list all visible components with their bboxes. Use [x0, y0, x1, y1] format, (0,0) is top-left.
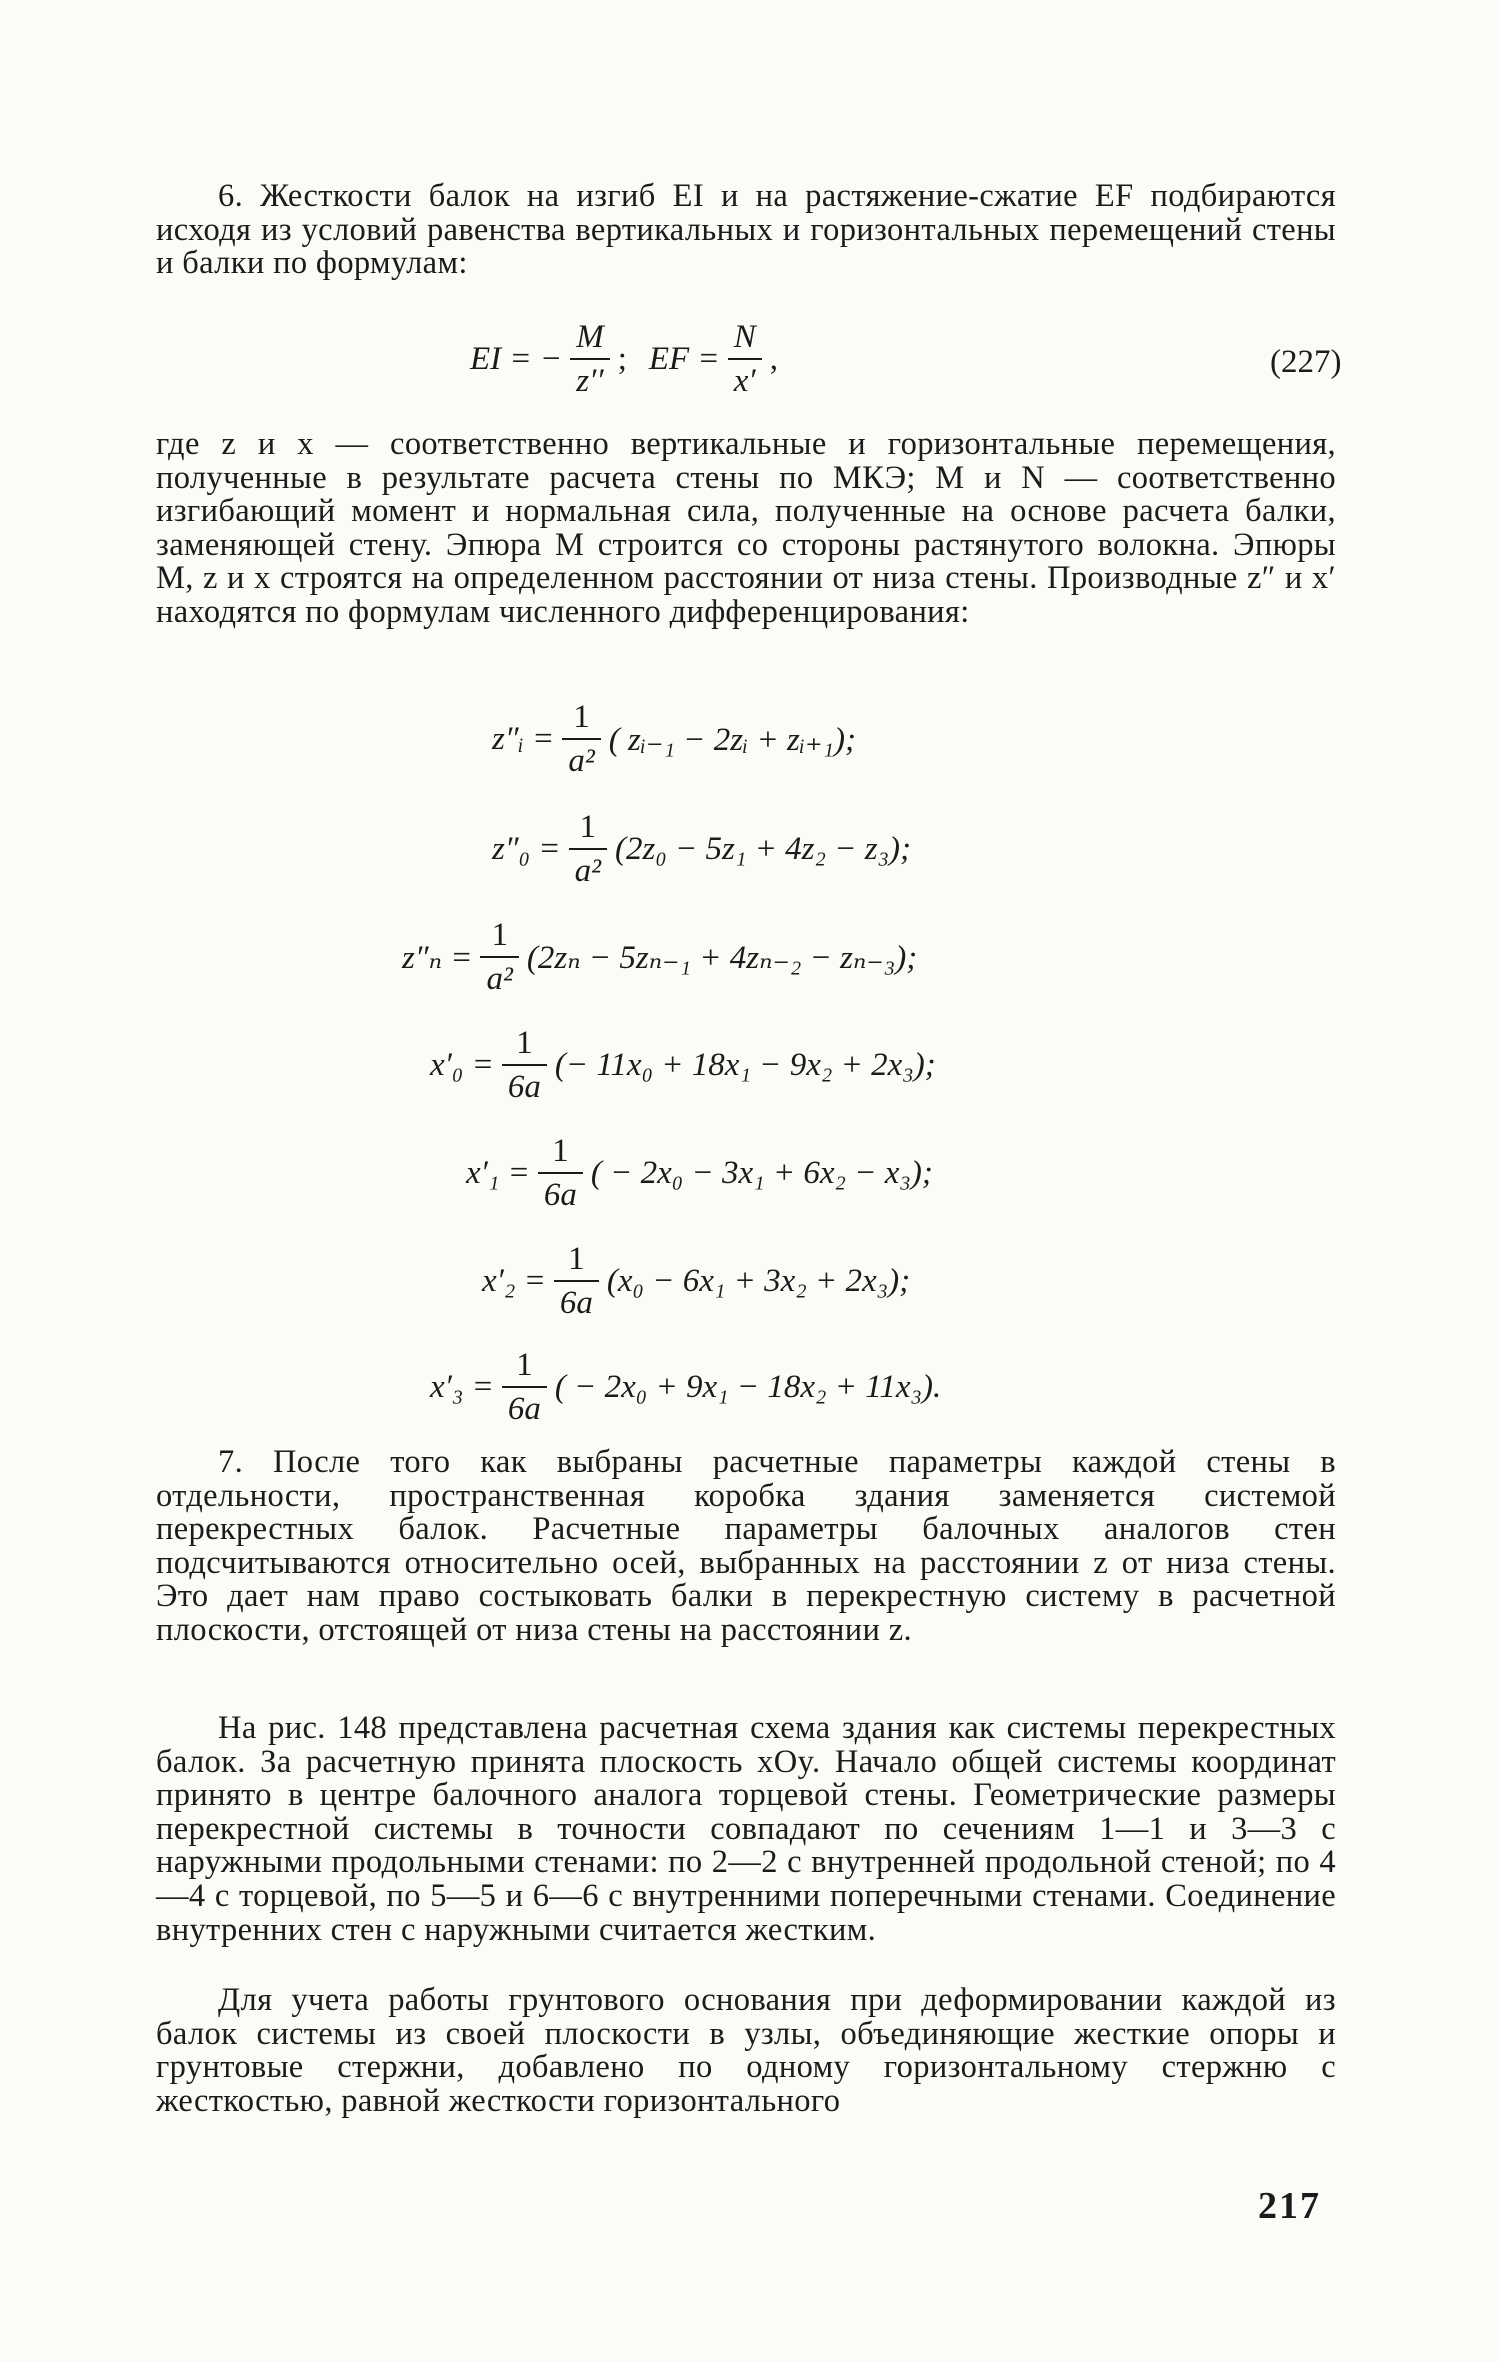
formula-z-i: [492, 696, 856, 782]
paragraph-6: [156, 180, 1336, 281]
formula-fraction: [562, 696, 600, 782]
formula-z-0: [492, 806, 911, 892]
formula-lhs: x′₂ =: [482, 1262, 546, 1299]
formula-fraction: [554, 1238, 599, 1324]
formula-rhs: (x₀ − 6x₁ + 3x₂ + 2x₃);: [606, 1262, 911, 1299]
paragraph-7: [156, 1446, 1336, 1648]
formula-rhs: ( − 2x₀ + 9x₁ − 18x₂ + 11x₃).: [554, 1368, 942, 1405]
formula-denominator: a²: [480, 956, 518, 1000]
eq227-numerator-2: N: [733, 319, 756, 355]
formula-lhs: z″₀ =: [492, 830, 561, 867]
formula-lhs: x′₃ =: [430, 1368, 494, 1405]
formula-z-n: [402, 914, 917, 1000]
formula-numerator: 1: [552, 1133, 569, 1169]
eq227-separator: ;: [617, 340, 627, 377]
formula-numerator: 1: [568, 1241, 585, 1277]
formula-x-1: [466, 1130, 933, 1216]
formula-numerator: 1: [579, 809, 597, 845]
formula-x-0: [430, 1022, 936, 1108]
formula-fraction: [502, 1344, 547, 1430]
paragraph-figure-148: [156, 1712, 1336, 1947]
formula-fraction: [569, 806, 607, 892]
formula-fraction: [502, 1022, 547, 1108]
paragraph-7-text: 7. После того как выбраны расчетные параметры каждой стены в отдельности, пространственная коробка здания заменяется системой перекрестных балок. Расчетные параметры балочных аналогов стен подсчитываются относительно осей, выбранных на расстоянии z от низа стены. Это дает нам право состыковать балки в перекрестную систему в расчетной плоскости, отстоящей от низа стены на расстоянии z.: [156, 1444, 1336, 1648]
formula-denominator: 6a: [502, 1064, 547, 1108]
eq227-lhs-ef: EF =: [648, 340, 720, 377]
formula-numerator: 1: [516, 1025, 533, 1061]
paragraph-soil: [156, 1984, 1336, 2118]
paragraph-where-text: где z и x — соответственно вертикальные и горизонтальные перемещения, полученные в результате расчета стены по МКЭ; M и N — соответственно изгибающий момент и нормальная сила, полученные на основе расчета балки, заменяющей стену. Эпюра M строится со стороны растянутого волокна. Эпюры M, z и x строятся на определенном расстоянии от низа стены. Производные z″ и x′ находятся по формулам численного дифференцирования:: [156, 426, 1336, 630]
eq227-tail: ,: [769, 340, 778, 377]
formula-lhs: x′₀ =: [430, 1046, 494, 1083]
formula-denominator: 6a: [502, 1386, 547, 1430]
formula-x-2: [482, 1238, 910, 1324]
formula-fraction: [480, 914, 518, 1000]
paragraph-where: [156, 428, 1336, 630]
formula-denominator: 6a: [554, 1280, 599, 1324]
formula-lhs: x′₁ =: [466, 1154, 530, 1191]
formula-numerator: 1: [491, 917, 508, 953]
formula-lhs: z″ₙ =: [402, 940, 473, 976]
eq227-denominator-2: x′: [728, 358, 762, 402]
eq227-numerator-1: M: [576, 319, 604, 355]
formula-rhs: (2z₀ − 5z₁ + 4z₂ − z₃);: [614, 830, 912, 867]
formula-denominator: a²: [562, 738, 600, 782]
eq227-fraction-2: [728, 316, 762, 402]
formula-x-3: [430, 1344, 941, 1430]
equation-227: [470, 316, 778, 402]
formula-rhs: ( zᵢ₋₁ − 2zᵢ + zᵢ₊₁);: [608, 722, 856, 758]
formula-denominator: a²: [569, 848, 607, 892]
formula-rhs: ( − 2x₀ − 3x₁ + 6x₂ − x₃);: [590, 1154, 933, 1191]
formula-rhs: (2zₙ − 5zₙ₋₁ + 4zₙ₋₂ − zₙ₋₃);: [526, 940, 918, 976]
paragraph-soil-text: Для учета работы грунтового основания при деформировании каждой из балок системы из своей плоскости в узлы, объединяющие жесткие опоры и грунтовые стержни, добавлено по одному горизонтальному стержню с жесткостью, равной жесткости горизонтального: [156, 1982, 1336, 2119]
formula-numerator: 1: [516, 1347, 533, 1383]
formula-numerator: 1: [573, 699, 590, 735]
formula-fraction: [538, 1130, 583, 1216]
eq227-lhs-ei: EI = −: [470, 340, 563, 377]
formula-lhs: z″ᵢ =: [492, 720, 555, 757]
page-number: 217: [1258, 2185, 1321, 2227]
paragraph-figure-text: На рис. 148 представлена расчетная схема здания как системы перекрестных балок. За расчетную принята плоскость xOy. Начало общей системы координат принято в центре балочного аналога торцевой стены. Геометрические размеры перекрестной системы в точности совпадают по сечениям 1—1 и 3—3 с наружными продольными стенами: по 2—2 с внутренней продольной стеной; по 4—4 с торцевой, по 5—5 и 6—6 с внутренними поперечными стенами. Соединение внутренних стен с наружными считается жестким.: [156, 1710, 1336, 1948]
paragraph-6-text: 6. Жесткости балок на изгиб EI и на растяжение-сжатие EF подбираются исходя из условий равенства вертикальных и горизонтальных перемещений стены и балки по формулам:: [156, 178, 1336, 282]
formula-rhs: (− 11x₀ + 18x₁ − 9x₂ + 2x₃);: [554, 1046, 936, 1083]
equation-number: (227): [1270, 344, 1342, 380]
eq227-fraction-1: [570, 316, 610, 402]
eq227-denominator-1: z′′: [570, 358, 609, 402]
formula-denominator: 6a: [538, 1172, 583, 1216]
